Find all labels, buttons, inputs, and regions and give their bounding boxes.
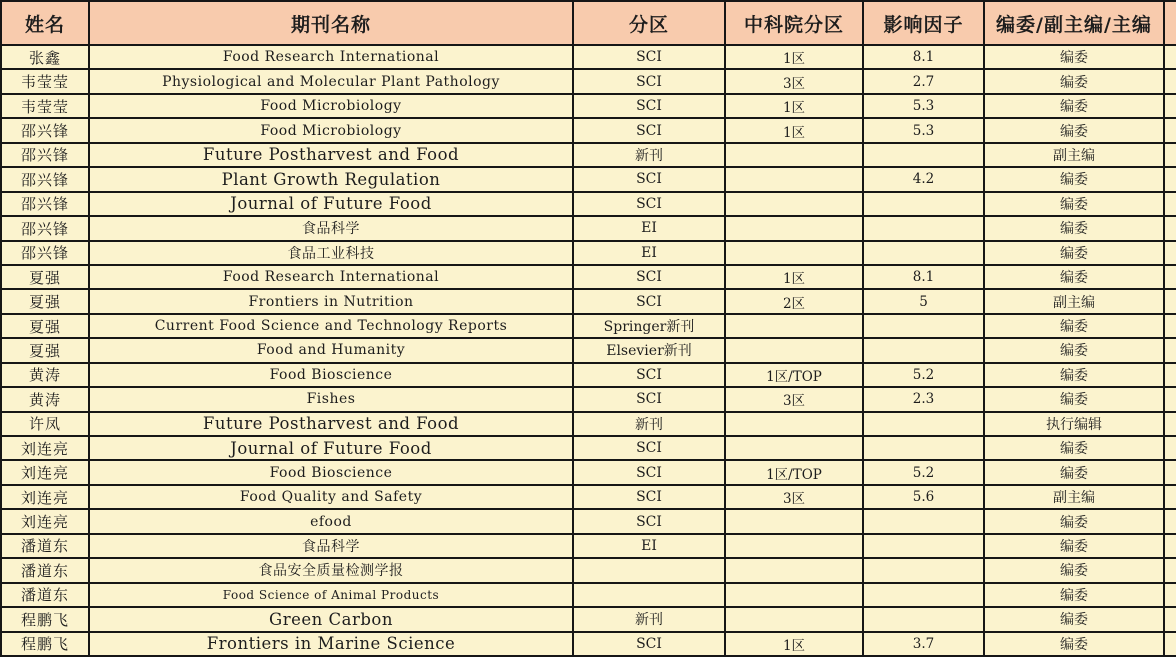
table-row — [1, 387, 1176, 411]
cell-index[interactable]: SCI — [573, 509, 725, 533]
cell-journal[interactable]: Physiological and Molecular Plant Pathology — [89, 69, 573, 93]
cell-name[interactable]: 潘道东 — [1, 583, 89, 607]
cell-cas[interactable] — [725, 192, 863, 216]
cell-impact[interactable]: 5.2 — [863, 460, 984, 484]
cell-role[interactable]: 编委 — [984, 460, 1164, 484]
cell-index[interactable]: SCI — [573, 265, 725, 289]
cell-role[interactable]: 编委 — [984, 558, 1164, 582]
cell-cas[interactable] — [725, 607, 863, 631]
cell-name[interactable]: 夏强 — [1, 338, 89, 362]
table-row — [1, 69, 1176, 93]
cell-impact[interactable] — [863, 241, 984, 265]
cell-cas[interactable]: 1区 — [725, 45, 863, 69]
cell-cropped — [1164, 363, 1176, 387]
cell-name[interactable]: 刘连亮 — [1, 436, 89, 460]
table-row — [1, 485, 1176, 509]
cell-cas[interactable] — [725, 241, 863, 265]
cell-cas[interactable] — [725, 558, 863, 582]
cell-name[interactable]: 邵兴锋 — [1, 118, 89, 142]
cell-role[interactable]: 编委 — [984, 509, 1164, 533]
cell-impact[interactable]: 8.1 — [863, 45, 984, 69]
cell-name[interactable]: 邵兴锋 — [1, 241, 89, 265]
cell-role[interactable]: 副主编 — [984, 289, 1164, 313]
cell-cropped — [1164, 436, 1176, 460]
cell-journal[interactable]: Food Research International — [89, 265, 573, 289]
cell-cropped — [1164, 314, 1176, 338]
table-row — [1, 363, 1176, 387]
cell-cropped — [1164, 69, 1176, 93]
cell-cropped — [1164, 583, 1176, 607]
cell-role[interactable]: 编委 — [984, 632, 1164, 657]
cell-journal[interactable]: Frontiers in Nutrition — [89, 289, 573, 313]
cell-cropped — [1164, 558, 1176, 582]
cell-name[interactable]: 邵兴锋 — [1, 216, 89, 240]
cell-impact[interactable] — [863, 607, 984, 631]
table-row — [1, 460, 1176, 484]
cell-index[interactable] — [573, 583, 725, 607]
cell-cas[interactable] — [725, 167, 863, 191]
cell-journal[interactable]: Frontiers in Marine Science — [89, 632, 573, 657]
cell-journal[interactable]: Current Food Science and Technology Reports — [89, 314, 573, 338]
cell-cas[interactable]: 1区 — [725, 118, 863, 142]
cell-journal[interactable]: Plant Growth Regulation — [89, 167, 573, 191]
cell-role[interactable]: 编委 — [984, 436, 1164, 460]
cell-role[interactable]: 编委 — [984, 69, 1164, 93]
cell-role[interactable]: 副主编 — [984, 485, 1164, 509]
cell-index[interactable]: 新刊 — [573, 143, 725, 167]
col-header-cas[interactable]: 中科院分区 — [725, 1, 863, 45]
cell-journal[interactable]: 食品科学 — [89, 216, 573, 240]
cell-cas[interactable]: 2区 — [725, 289, 863, 313]
cell-role[interactable]: 编委 — [984, 265, 1164, 289]
cell-cropped — [1164, 94, 1176, 118]
cell-role[interactable]: 编委 — [984, 607, 1164, 631]
cell-index[interactable]: SCI — [573, 436, 725, 460]
cell-index[interactable]: SCI — [573, 289, 725, 313]
cell-cas[interactable] — [725, 216, 863, 240]
cell-impact[interactable]: 4.2 — [863, 167, 984, 191]
cell-role[interactable]: 编委 — [984, 45, 1164, 69]
cell-cropped — [1164, 387, 1176, 411]
cell-cropped — [1164, 460, 1176, 484]
cell-cropped — [1164, 45, 1176, 69]
table-row — [1, 509, 1176, 533]
cell-role[interactable]: 编委 — [984, 167, 1164, 191]
table-row — [1, 314, 1176, 338]
col-header-name[interactable]: 姓名 — [1, 1, 89, 45]
table-row — [1, 45, 1176, 69]
cell-cas[interactable] — [725, 412, 863, 436]
cell-name[interactable]: 邵兴锋 — [1, 143, 89, 167]
cell-role[interactable]: 副主编 — [984, 143, 1164, 167]
cell-impact[interactable]: 5.6 — [863, 485, 984, 509]
cell-impact[interactable] — [863, 509, 984, 533]
cell-role[interactable]: 编委 — [984, 338, 1164, 362]
cell-cropped — [1164, 338, 1176, 362]
table-row — [1, 167, 1176, 191]
cell-cropped — [1164, 289, 1176, 313]
cell-journal[interactable]: Food and Humanity — [89, 338, 573, 362]
cell-name[interactable]: 夏强 — [1, 314, 89, 338]
cell-index[interactable]: SCI — [573, 69, 725, 93]
cell-cropped — [1164, 192, 1176, 216]
cell-role[interactable]: 编委 — [984, 583, 1164, 607]
table-row — [1, 607, 1176, 631]
cell-cas[interactable] — [725, 436, 863, 460]
cell-cropped — [1164, 241, 1176, 265]
cell-role[interactable]: 执行编辑 — [984, 412, 1164, 436]
cell-impact[interactable] — [863, 583, 984, 607]
cell-role[interactable]: 编委 — [984, 192, 1164, 216]
cell-index[interactable]: SCI — [573, 94, 725, 118]
cell-role[interactable]: 编委 — [984, 94, 1164, 118]
cell-journal[interactable]: Green Carbon — [89, 607, 573, 631]
table-row — [1, 192, 1176, 216]
col-header-impact[interactable]: 影响因子 — [863, 1, 984, 45]
cell-cas[interactable]: 1区 — [725, 632, 863, 657]
cell-name[interactable]: 邵兴锋 — [1, 192, 89, 216]
cell-cas[interactable]: 1区/TOP — [725, 363, 863, 387]
cell-role[interactable]: 编委 — [984, 216, 1164, 240]
cell-cropped — [1164, 534, 1176, 558]
cell-journal[interactable]: Future Postharvest and Food — [89, 143, 573, 167]
table-row — [1, 143, 1176, 167]
cell-cropped — [1164, 632, 1176, 657]
cell-index[interactable]: Springer新刊 — [573, 314, 725, 338]
cell-name[interactable]: 黄涛 — [1, 387, 89, 411]
cell-journal[interactable]: Food Microbiology — [89, 94, 573, 118]
cell-name[interactable]: 许凤 — [1, 412, 89, 436]
cell-cropped — [1164, 216, 1176, 240]
table-row — [1, 558, 1176, 582]
cell-journal[interactable]: Fishes — [89, 387, 573, 411]
cell-impact[interactable]: 2.7 — [863, 69, 984, 93]
cell-impact[interactable] — [863, 558, 984, 582]
cell-cas[interactable]: 1区 — [725, 94, 863, 118]
cell-cas[interactable] — [725, 314, 863, 338]
cell-impact[interactable] — [863, 436, 984, 460]
cell-cas[interactable] — [725, 534, 863, 558]
cell-role[interactable]: 编委 — [984, 118, 1164, 142]
col-header-journal[interactable]: 期刊名称 — [89, 1, 573, 45]
cell-role[interactable]: 编委 — [984, 534, 1164, 558]
cell-cropped — [1164, 607, 1176, 631]
cell-cropped — [1164, 485, 1176, 509]
cell-index[interactable]: EI — [573, 216, 725, 240]
cell-impact[interactable]: 5.3 — [863, 118, 984, 142]
table-row — [1, 241, 1176, 265]
cell-cropped — [1164, 509, 1176, 533]
cell-index[interactable]: SCI — [573, 192, 725, 216]
cell-name[interactable]: 刘连亮 — [1, 485, 89, 509]
cell-index[interactable]: SCI — [573, 632, 725, 657]
cell-journal[interactable]: 食品科学 — [89, 534, 573, 558]
cell-journal[interactable]: Journal of Future Food — [89, 436, 573, 460]
cell-cas[interactable]: 1区/TOP — [725, 460, 863, 484]
table-row — [1, 436, 1176, 460]
table-row — [1, 94, 1176, 118]
cell-name[interactable]: 邵兴锋 — [1, 167, 89, 191]
cell-index[interactable]: SCI — [573, 460, 725, 484]
cell-journal[interactable]: Future Postharvest and Food — [89, 412, 573, 436]
cell-journal[interactable]: Food Bioscience — [89, 460, 573, 484]
cell-impact[interactable]: 5 — [863, 289, 984, 313]
cell-index[interactable]: SCI — [573, 387, 725, 411]
cell-impact[interactable] — [863, 534, 984, 558]
cell-index[interactable]: SCI — [573, 45, 725, 69]
cell-impact[interactable] — [863, 412, 984, 436]
col-header-cropped-cell — [1164, 1, 1176, 45]
table-row — [1, 265, 1176, 289]
cell-cas[interactable]: 3区 — [725, 387, 863, 411]
cell-role[interactable]: 编委 — [984, 241, 1164, 265]
cell-cropped — [1164, 167, 1176, 191]
cell-name[interactable]: 程鹏飞 — [1, 632, 89, 657]
cell-cas[interactable] — [725, 143, 863, 167]
cell-role[interactable]: 编委 — [984, 387, 1164, 411]
cell-name[interactable]: 黄涛 — [1, 363, 89, 387]
cell-name[interactable]: 韦莹莹 — [1, 94, 89, 118]
header-row — [1, 1, 1176, 45]
cell-impact[interactable] — [863, 314, 984, 338]
table-row — [1, 289, 1176, 313]
cell-impact[interactable]: 5.2 — [863, 363, 984, 387]
table-row — [1, 534, 1176, 558]
cell-name[interactable]: 刘连亮 — [1, 509, 89, 533]
table-row — [1, 118, 1176, 142]
cell-cas[interactable] — [725, 509, 863, 533]
cell-index[interactable]: SCI — [573, 118, 725, 142]
col-header-role[interactable]: 编委/副主编/主编 — [984, 1, 1164, 45]
cell-impact[interactable] — [863, 143, 984, 167]
cell-cas[interactable]: 3区 — [725, 69, 863, 93]
table-row — [1, 583, 1176, 607]
table-row — [1, 412, 1176, 436]
cell-cas[interactable]: 3区 — [725, 485, 863, 509]
cell-cropped — [1164, 412, 1176, 436]
cell-journal[interactable]: Journal of Future Food — [89, 192, 573, 216]
cell-impact[interactable] — [863, 338, 984, 362]
cell-index[interactable]: Elsevier新刊 — [573, 338, 725, 362]
cell-index[interactable]: 新刊 — [573, 607, 725, 631]
cell-index[interactable]: EI — [573, 241, 725, 265]
cell-index[interactable]: SCI — [573, 363, 725, 387]
cell-index[interactable]: EI — [573, 534, 725, 558]
cell-cropped — [1164, 143, 1176, 167]
cell-journal[interactable]: efood — [89, 509, 573, 533]
col-header-index[interactable]: 分区 — [573, 1, 725, 45]
cell-index[interactable] — [573, 558, 725, 582]
cell-name[interactable]: 刘连亮 — [1, 460, 89, 484]
cell-name[interactable]: 韦莹莹 — [1, 69, 89, 93]
cell-role[interactable]: 编委 — [984, 314, 1164, 338]
table-row — [1, 632, 1176, 657]
cell-name[interactable]: 夏强 — [1, 289, 89, 313]
cell-journal[interactable]: Food Research International — [89, 45, 573, 69]
cell-cas[interactable] — [725, 338, 863, 362]
cell-impact[interactable]: 5.3 — [863, 94, 984, 118]
cell-impact[interactable]: 8.1 — [863, 265, 984, 289]
cell-role[interactable]: 编委 — [984, 363, 1164, 387]
cell-journal[interactable]: 食品安全质量检测学报 — [89, 558, 573, 582]
cell-index[interactable]: SCI — [573, 167, 725, 191]
cell-impact[interactable] — [863, 192, 984, 216]
table-row — [1, 338, 1176, 362]
cell-impact[interactable]: 2.3 — [863, 387, 984, 411]
cell-journal[interactable]: Food Quality and Safety — [89, 485, 573, 509]
cell-cropped — [1164, 265, 1176, 289]
cell-journal[interactable]: Food Microbiology — [89, 118, 573, 142]
cell-journal[interactable]: 食品工业科技 — [89, 241, 573, 265]
cell-index[interactable]: SCI — [573, 485, 725, 509]
cell-journal[interactable]: Food Science of Animal Products — [89, 583, 573, 607]
cell-impact[interactable]: 3.7 — [863, 632, 984, 657]
table-row — [1, 216, 1176, 240]
cell-index[interactable]: 新刊 — [573, 412, 725, 436]
cell-name[interactable]: 夏强 — [1, 265, 89, 289]
cell-name[interactable]: 潘道东 — [1, 534, 89, 558]
cell-cropped — [1164, 118, 1176, 142]
cell-name[interactable]: 潘道东 — [1, 558, 89, 582]
cell-cas[interactable]: 1区 — [725, 265, 863, 289]
cell-cas[interactable] — [725, 583, 863, 607]
cell-name[interactable]: 程鹏飞 — [1, 607, 89, 631]
cell-name[interactable]: 张鑫 — [1, 45, 89, 69]
cell-journal[interactable]: Food Bioscience — [89, 363, 573, 387]
cell-impact[interactable] — [863, 216, 984, 240]
